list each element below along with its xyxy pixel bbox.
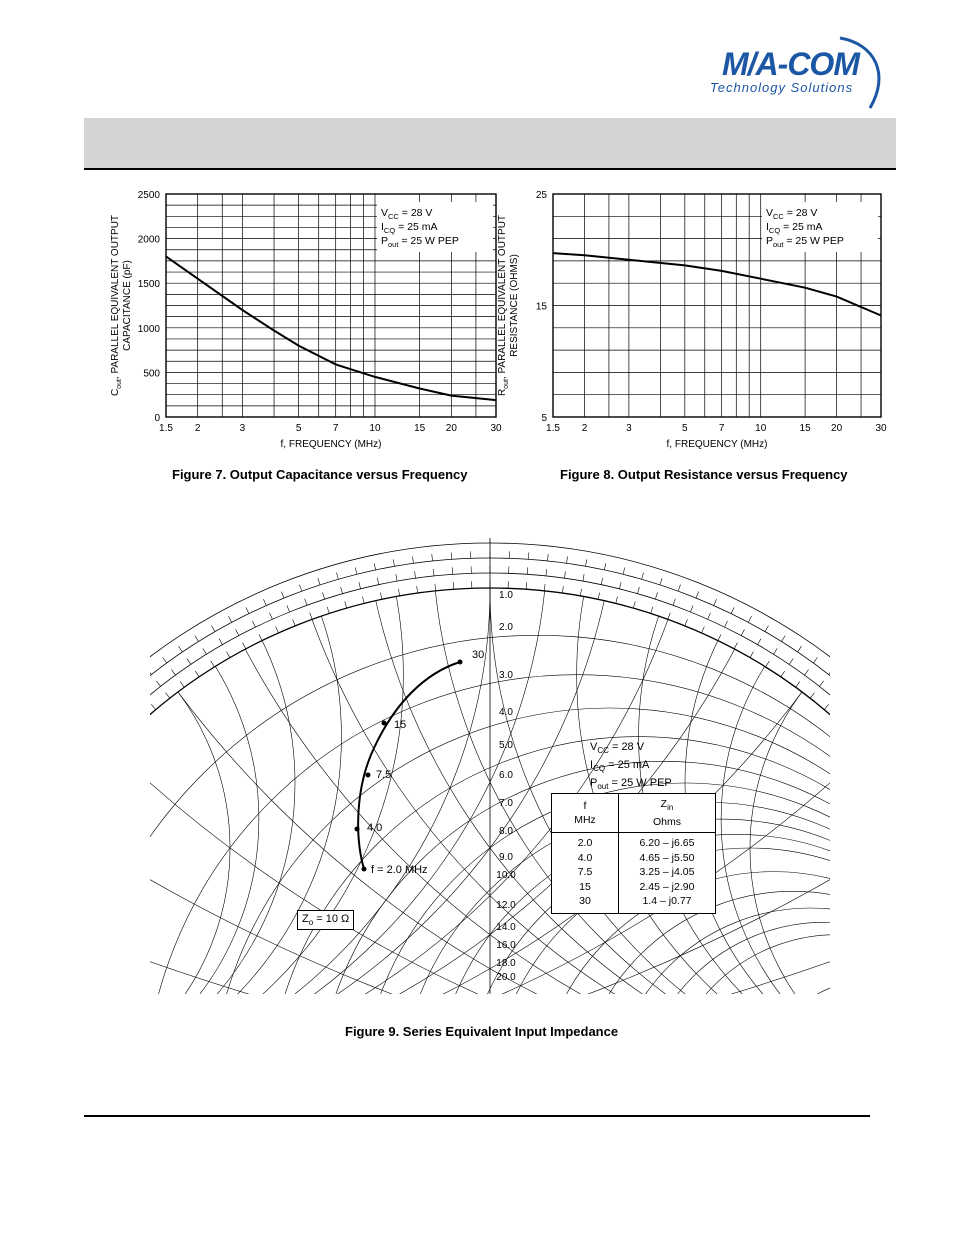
table-header-frequency: f MHz <box>552 794 619 833</box>
scale-tick <box>270 613 273 619</box>
x-tick-label: 7 <box>718 423 725 434</box>
scale-tick <box>417 586 418 593</box>
y-tick-label: 15 <box>535 301 547 313</box>
scale-tick <box>318 578 320 585</box>
scale-tick <box>731 607 734 613</box>
resistance-label: 8.0 <box>499 826 513 837</box>
scale-tick <box>41 805 47 809</box>
condition-text: $V_{CC} = 28$ V <box>766 207 818 221</box>
scale-tick <box>781 636 785 642</box>
reactance-arc <box>906 900 954 1108</box>
scale-tick <box>819 681 823 687</box>
scale-tick <box>34 845 40 849</box>
scale-tick <box>100 731 105 736</box>
scale-tick <box>888 769 893 773</box>
scale-tick <box>195 671 199 677</box>
scale-tick <box>580 589 581 596</box>
scale-tick <box>858 694 863 699</box>
scale-tick <box>601 578 602 585</box>
reactance-arc <box>0 588 230 1108</box>
scale-tick <box>259 634 262 640</box>
scale-tick <box>562 586 563 593</box>
scale-tick <box>63 750 68 754</box>
x-tick-label: 3 <box>239 423 246 434</box>
scale-tick <box>180 682 184 688</box>
scale-tick <box>804 670 808 676</box>
scale-tick <box>651 607 653 614</box>
table-row: 4.0 4.65 – j5.50 <box>552 851 716 866</box>
scale-tick <box>633 601 635 608</box>
scale-tick <box>564 571 565 578</box>
y-axis-label <box>110 215 133 396</box>
reactance-arc <box>837 761 954 1108</box>
scale-tick <box>0 888 1 891</box>
scale-tick <box>946 797 952 801</box>
scale-tick <box>774 648 778 654</box>
scale-tick <box>75 760 80 764</box>
scale-tick <box>851 729 856 734</box>
scale-tick <box>660 578 662 585</box>
scale-tick <box>864 742 869 747</box>
scale-tick <box>598 593 599 600</box>
series-line <box>166 256 496 400</box>
scale-tick <box>668 613 670 620</box>
footer-rule <box>84 1115 870 1117</box>
y-tick-label: 1000 <box>137 323 160 335</box>
scale-tick <box>396 574 397 581</box>
scale-tick <box>98 755 103 760</box>
scale-tick <box>781 671 785 677</box>
scale-tick <box>137 716 142 721</box>
scale-tick <box>8 830 14 834</box>
y-axis-label <box>497 215 520 396</box>
x-tick-label: 20 <box>445 423 457 434</box>
scale-tick <box>899 735 904 740</box>
x-tick-label: 5 <box>682 423 688 434</box>
reactance-arc <box>0 458 295 1108</box>
scale-tick <box>227 652 231 658</box>
scale-tick <box>113 718 118 723</box>
scale-tick <box>876 755 881 760</box>
scale-tick <box>86 769 91 773</box>
chart-output-resistance <box>497 185 900 455</box>
scale-tick <box>28 797 34 801</box>
scale-tick <box>212 626 216 632</box>
x-axis-label: f, FREQUENCY (MHz) <box>280 439 382 450</box>
y-tick-label: 2500 <box>137 190 160 201</box>
scale-tick <box>229 616 232 622</box>
x-axis-label: f, FREQUENCY (MHz) <box>666 439 768 450</box>
scale-tick <box>690 605 693 611</box>
y-axis-label-line1: $C_{out}$, PARALLEL EQUIVALENT OUTPUT <box>110 214 123 397</box>
resistance-label: 14.0 <box>496 922 516 933</box>
scale-tick <box>39 781 45 785</box>
scale-tick <box>708 613 711 619</box>
scale-tick <box>323 593 325 600</box>
scale-tick <box>310 613 312 620</box>
table-row: 30 1.4 – j0.77 <box>552 894 716 913</box>
scale-tick <box>604 563 605 570</box>
scale-tick <box>127 705 132 710</box>
scale-tick <box>888 745 893 750</box>
scale-tick <box>432 554 433 561</box>
scale-tick <box>547 554 548 561</box>
scale-tick <box>377 578 378 585</box>
resistance-circle <box>663 935 954 1235</box>
scale-tick <box>246 607 249 613</box>
scale-tick <box>718 634 721 640</box>
scale-tick <box>872 707 877 712</box>
scale-tick <box>619 582 621 589</box>
scale-tick <box>838 716 843 721</box>
scale-tick <box>433 569 434 576</box>
scale-tick <box>798 646 802 652</box>
scale-tick <box>673 599 675 606</box>
scale-tick <box>236 629 239 635</box>
resistance-label: 9.0 <box>499 852 513 863</box>
scale-tick <box>734 643 737 649</box>
scale-tick <box>725 621 728 627</box>
scale-tick <box>923 765 929 769</box>
reactance-arc <box>880 848 954 1108</box>
impedance-point <box>458 660 463 665</box>
y-axis-label-line2: RESISTANCE (OHMS) <box>509 254 520 357</box>
resistance-label: 1.0 <box>499 590 513 601</box>
x-tick-label: 15 <box>799 423 811 434</box>
y-tick-label: 500 <box>143 368 160 380</box>
scale-tick <box>886 721 891 726</box>
scale-tick <box>923 789 929 793</box>
scale-tick <box>124 729 129 734</box>
x-tick-label: 30 <box>875 423 887 434</box>
scale-tick <box>374 563 375 570</box>
figure-9-caption: Figure 9. Series Equivalent Input Impedance <box>345 1024 619 1039</box>
reactance-arc <box>0 900 74 1108</box>
impedance-point-label: 30 <box>472 649 485 661</box>
impedance-point-label: 4.0 <box>367 822 383 834</box>
scale-tick <box>567 556 568 563</box>
chart-output-capacitance <box>100 185 510 455</box>
resistance-label: 7.0 <box>499 798 513 809</box>
scale-tick <box>75 784 81 788</box>
x-tick-label: 3 <box>626 423 632 434</box>
scale-tick <box>179 646 183 652</box>
scale-tick <box>921 813 927 817</box>
scale-tick <box>900 760 905 764</box>
reactance-arc <box>0 848 100 1108</box>
scale-tick <box>931 829 937 833</box>
scale-tick <box>3 870 9 873</box>
impedance-point <box>355 827 360 832</box>
scale-tick <box>912 774 918 778</box>
resistance-label: 10.0 <box>496 870 516 881</box>
impedance-curve <box>358 662 460 869</box>
scale-tick <box>263 599 266 605</box>
scale-tick <box>171 670 175 676</box>
scale-tick <box>741 629 744 635</box>
scale-tick <box>940 845 946 849</box>
impedance-point <box>362 867 367 872</box>
y-tick-label: 2000 <box>137 234 160 246</box>
scale-tick <box>944 821 950 825</box>
scale-tick <box>623 568 625 575</box>
x-tick-label: 15 <box>414 423 426 434</box>
scale-tick <box>363 597 365 604</box>
scale-tick <box>156 681 160 687</box>
resistance-label: 5.0 <box>499 740 513 751</box>
scale-tick <box>824 704 828 709</box>
table-row: 7.5 3.25 – j4.05 <box>552 865 716 880</box>
scale-tick <box>810 693 814 699</box>
resistance-circle <box>537 872 954 1235</box>
scale-tick <box>281 592 284 598</box>
scale-tick <box>911 750 916 754</box>
scale-tick <box>678 585 680 592</box>
scale-tick <box>166 693 170 699</box>
condition-text: $V_{CC} = 28$ V <box>381 207 433 221</box>
table-row: 15 2.45 – j2.90 <box>552 880 716 895</box>
scale-tick <box>89 721 94 726</box>
resistance-circle <box>750 978 954 1235</box>
resistance-label: 2.0 <box>499 622 513 633</box>
scale-tick <box>655 593 657 600</box>
resistance-label: 4.0 <box>499 707 513 718</box>
y-tick-label: 25 <box>535 190 547 201</box>
y-axis-label-line2: CAPACITANCE (pF) <box>122 260 133 351</box>
impedance-table <box>551 793 716 914</box>
scale-tick <box>586 559 587 566</box>
x-tick-label: 10 <box>369 423 381 434</box>
brand-tagline: Technology Solutions <box>710 80 854 95</box>
scale-tick <box>875 731 880 736</box>
reactance-arc <box>750 588 954 1108</box>
y-tick-label: 1500 <box>137 279 160 291</box>
scale-tick <box>685 619 688 625</box>
scale-tick <box>911 798 917 802</box>
condition-text: $P_{out} = 25$ W PEP <box>381 235 459 249</box>
scale-tick <box>380 593 381 600</box>
x-tick-label: 1.5 <box>546 423 560 434</box>
scale-tick <box>287 605 290 611</box>
scale-tick <box>848 705 853 710</box>
condition-text: $I_{CQ} = 25$ mA <box>381 221 438 235</box>
scale-tick <box>18 813 24 817</box>
scale-tick <box>276 627 279 633</box>
resistance-circle <box>837 1021 954 1194</box>
scale-tick <box>52 789 58 793</box>
scale-tick <box>934 805 940 809</box>
scale-tick <box>696 592 699 598</box>
scale-tick <box>750 652 754 658</box>
x-tick-label: 10 <box>755 423 767 434</box>
scale-tick <box>305 599 307 606</box>
scale-tick <box>789 659 793 665</box>
resistance-circle <box>577 891 954 1235</box>
table-row: 2.0 6.20 – j6.65 <box>552 833 716 851</box>
resistance-label: 3.0 <box>499 670 513 681</box>
scale-tick <box>103 707 108 712</box>
scale-tick <box>796 682 800 688</box>
y-axis-label-line1: $R_{out}$, PARALLEL EQUIVALENT OUTPUT <box>497 214 510 397</box>
reactance-arc <box>0 530 259 1108</box>
scale-tick <box>616 597 618 604</box>
scale-tick <box>219 639 223 645</box>
scale-tick <box>359 582 361 589</box>
x-tick-label: 1.5 <box>159 423 173 434</box>
scale-tick <box>398 589 399 596</box>
scale-tick <box>117 694 122 699</box>
x-tick-label: 2 <box>581 423 588 434</box>
scale-tick <box>16 877 22 880</box>
resistance-circle <box>610 908 954 1235</box>
scale-tick <box>702 627 705 633</box>
scale-tick <box>345 601 347 608</box>
scale-tick <box>415 571 416 578</box>
header-band <box>84 118 896 170</box>
x-tick-label: 20 <box>831 423 843 434</box>
reactance-arc <box>721 530 954 1108</box>
scale-tick <box>544 584 545 591</box>
resistance-label: 12.0 <box>496 900 516 911</box>
scale-tick <box>412 556 413 563</box>
reactance-arc <box>0 761 143 1108</box>
impedance-point-label: 7.5 <box>376 769 392 781</box>
scale-tick <box>203 648 207 654</box>
x-tick-label: 5 <box>295 423 302 434</box>
scale-tick <box>0 847 4 850</box>
scale-tick <box>765 626 769 632</box>
fig9-conditions: $V_{CC} = 28$ V $I_{CQ} = 25$ mA $P_{out} = 25$ W PEP <box>590 741 672 792</box>
x-tick-label: 30 <box>490 423 502 434</box>
resistance-label: 16.0 <box>496 940 516 951</box>
scale-tick <box>9 894 15 897</box>
scale-ring <box>0 543 954 1235</box>
x-tick-label: 2 <box>194 423 201 434</box>
scale-tick <box>766 661 770 667</box>
scale-tick <box>76 735 81 740</box>
smith-chart <box>150 538 830 998</box>
resistance-circle <box>143 675 954 1235</box>
scale-tick <box>293 619 296 625</box>
scale-tick <box>435 584 436 591</box>
figure-7-caption: Figure 7. Output Capacitance versus Frequency <box>172 467 468 482</box>
scale-ring <box>0 588 954 1235</box>
scale-tick <box>862 718 867 723</box>
scale-tick <box>1 911 7 914</box>
resistance-circle <box>802 1004 954 1212</box>
scale-tick <box>53 813 59 817</box>
impedance-point-label: 15 <box>394 719 407 731</box>
scale-tick <box>11 854 17 857</box>
scale-tick <box>243 643 246 649</box>
resistance-circle <box>915 1061 954 1156</box>
scale-tick <box>758 639 762 645</box>
scale-tick <box>583 574 584 581</box>
scale-tick <box>844 681 848 686</box>
scale-tick <box>211 661 215 667</box>
scale-tick <box>336 573 338 580</box>
scale-tick <box>813 657 817 663</box>
resistance-label: 20.0 <box>496 972 516 983</box>
condition-text: $P_{out} = 25$ W PEP <box>766 235 844 249</box>
scale-tick <box>132 681 136 686</box>
impedance-point <box>382 721 387 726</box>
x-tick-label: 7 <box>332 423 339 434</box>
scale-tick <box>142 693 146 698</box>
scale-tick <box>935 781 941 785</box>
scale-tick <box>834 693 838 698</box>
scale-tick <box>949 861 954 864</box>
resistance-label: 6.0 <box>499 770 513 781</box>
impedance-point <box>366 773 371 778</box>
scale-tick <box>829 669 833 675</box>
scale-tick <box>163 657 167 663</box>
scale-tick <box>299 585 301 592</box>
y-tick-label: 0 <box>154 413 160 424</box>
brand-logo: M/A-COM <box>722 46 859 82</box>
resistance-circle <box>639 922 954 1235</box>
scale-tick <box>355 568 357 575</box>
scale-tick <box>546 569 547 576</box>
scale-tick <box>714 599 717 605</box>
scale-tick <box>111 742 116 747</box>
scale-tick <box>637 587 639 594</box>
scale-tick <box>21 837 27 841</box>
resistance-label: 18.0 <box>496 958 516 969</box>
scale-tick <box>642 573 644 580</box>
scale-tick <box>187 659 191 665</box>
scale-tick <box>63 774 69 778</box>
scale-tick <box>252 621 255 627</box>
z0-label: $Z_o = 10$ Ω <box>297 910 354 930</box>
scale-tick <box>151 704 155 709</box>
scale-tick <box>43 829 49 833</box>
scale-tick <box>87 745 92 750</box>
scale-ring <box>0 573 954 1235</box>
scale-tick <box>0 928 1 930</box>
figure-8-caption: Figure 8. Output Resistance versus Frequency <box>560 467 848 482</box>
scale-tick <box>64 798 70 802</box>
scale-tick <box>25 861 31 864</box>
condition-text: $I_{CQ} = 25$ mA <box>766 221 823 235</box>
scale-tick <box>341 587 343 594</box>
scale-tick <box>393 559 394 566</box>
scale-tick <box>900 784 906 788</box>
scale-tick <box>195 636 199 642</box>
y-tick-label: 5 <box>541 413 547 424</box>
series-line <box>553 253 881 315</box>
scale-tick <box>51 765 57 769</box>
scale-tick <box>147 669 151 675</box>
scale-tick <box>748 616 751 622</box>
scale-tick <box>30 821 36 825</box>
table-header-impedance: $Z_{in}$ Ohms <box>619 794 716 833</box>
impedance-point-label: f = 2.0 MHz <box>371 864 428 876</box>
scale-tick <box>327 607 329 614</box>
